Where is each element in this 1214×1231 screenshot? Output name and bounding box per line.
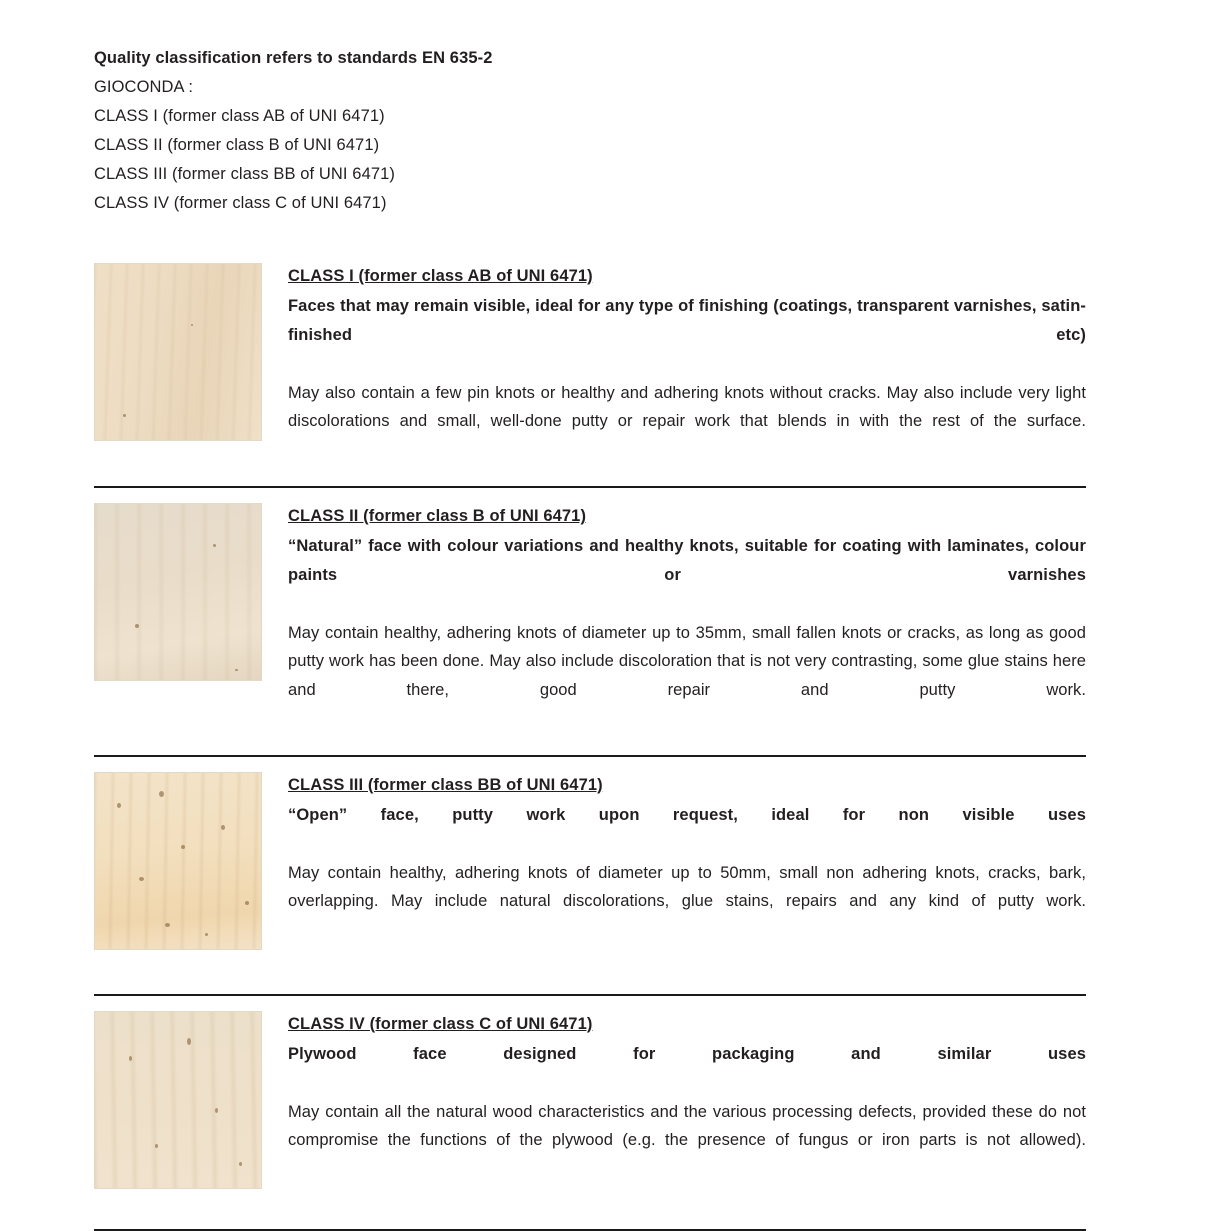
class-heading-1: CLASS I (former class AB of UNI 6471) — [288, 267, 593, 285]
section-gap-3 — [94, 950, 1086, 994]
class-section-3 — [94, 755, 1086, 950]
class-section-1 — [94, 248, 1086, 464]
page-title: Quality classification refers to standards EN 635-2 — [94, 49, 493, 67]
plywood-sample-class-2 — [94, 503, 262, 681]
class-body-3: May contain healthy, adhering knots of diameter up to 50mm, small non adhering knots, cracks, bark, overlapping. May include natural discolorations, glue stains, repairs and any kind of putty work. — [288, 863, 1086, 910]
intro-line-class-4: CLASS IV (former class C of UNI 6471) — [94, 194, 387, 212]
class-subtitle-1: Faces that may remain visible, ideal for any type of finishing (coatings, transparent varnishes, satin-finished etc) — [288, 297, 1086, 344]
class-heading-4: CLASS IV (former class C of UNI 6471) — [288, 1014, 593, 1033]
intro-line-class-1: CLASS I (former class AB of UNI 6471) — [94, 107, 385, 125]
intro-line-class-2: CLASS II (former class B of UNI 6471) — [94, 136, 380, 154]
section-gap-1 — [94, 464, 1086, 486]
class-body-4: May contain all the natural wood characteristics and the various processing defects, provided these do not compromise the functions of the plywood (e.g. the presence of fungus or iron parts is not allowed). — [288, 1102, 1086, 1149]
intro-block — [94, 44, 1086, 218]
class-heading-2: CLASS II (former class B of UNI 6471) — [288, 507, 587, 525]
class-body-1: May also contain a few pin knots or healthy and adhering knots without cracks. May also include very light discolorations and small, well-done putty or repair work that blends in with the rest of the surface. — [288, 383, 1086, 430]
class-section-4 — [94, 994, 1086, 1189]
class-heading-3: CLASS III (former class BB of UNI 6471) — [288, 775, 603, 794]
intro-line-class-3: CLASS III (former class BB of UNI 6471) — [94, 165, 395, 183]
class-section-2 — [94, 486, 1086, 733]
knot-marks — [95, 1012, 261, 1188]
class-text-4 — [262, 1008, 1086, 1184]
plywood-sample-class-4 — [94, 1011, 262, 1189]
class-subtitle-2: “Natural” face with colour variations and healthy knots, suitable for coating with laminates, colour paints or varnishes — [288, 537, 1086, 584]
plywood-sample-class-1 — [94, 263, 262, 441]
class-subtitle-4: Plywood face designed for packaging and similar uses — [288, 1044, 1086, 1063]
intro-line-brand: GIOCONDA : — [94, 78, 194, 96]
section-gap-2 — [94, 733, 1086, 755]
knot-marks — [95, 773, 261, 949]
class-text-1 — [262, 260, 1086, 464]
class-text-3 — [262, 769, 1086, 945]
class-subtitle-3: “Open” face, putty work upon request, ideal for non visible uses — [288, 805, 1086, 824]
plywood-sample-class-3 — [94, 772, 262, 950]
class-body-2: May contain healthy, adhering knots of diameter up to 35mm, small fallen knots or cracks, as long as good putty work has been done. May also include discoloration that is not very contrasting, some glue stains here and there, good repair and putty work. — [288, 623, 1086, 699]
class-text-2 — [262, 500, 1086, 733]
footer-divider — [94, 1229, 1086, 1231]
knot-marks — [95, 264, 261, 440]
knot-marks — [95, 504, 261, 680]
